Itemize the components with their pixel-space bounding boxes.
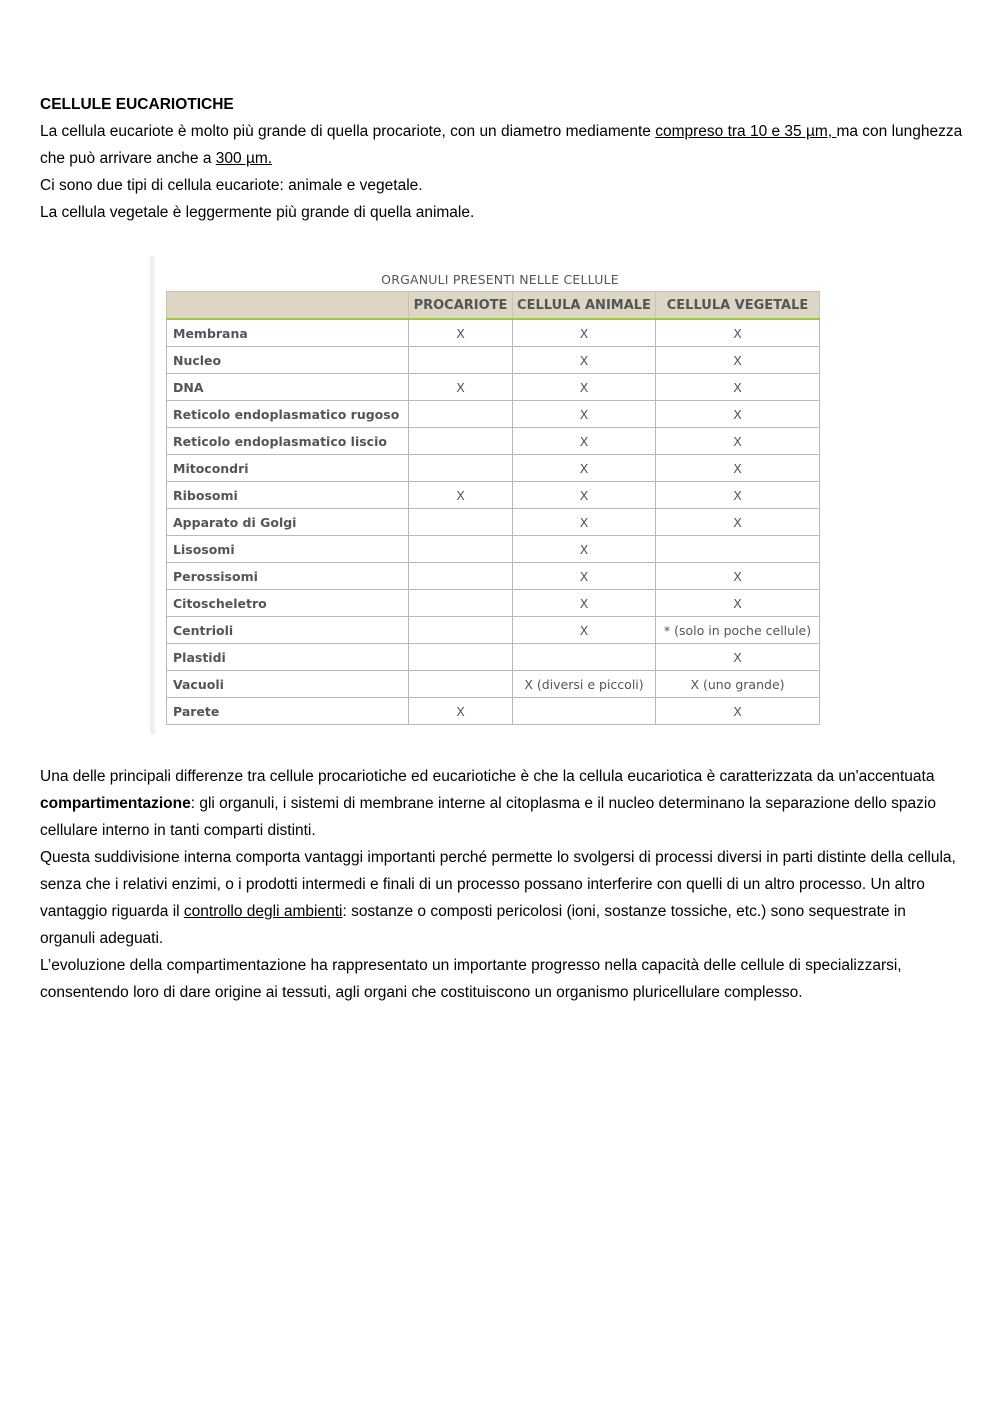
header-cell-procariote: PROCARIOTE — [409, 292, 513, 320]
presence-cell: * (solo in poche cellule) — [656, 617, 820, 644]
organelle-name-cell: Reticolo endoplasmatico liscio — [167, 428, 409, 455]
organelle-name-cell: Centrioli — [167, 617, 409, 644]
intro-line-size: La cellula vegetale è leggermente più grande di quella animale. — [40, 204, 475, 221]
table-header-row — [167, 292, 820, 320]
presence-cell — [409, 509, 513, 536]
presence-cell: X — [513, 319, 656, 347]
presence-cell: X — [409, 319, 513, 347]
intro-text-a: La cellula eucariote è molto più grande di quella procariote, con un diametro mediamente — [40, 123, 656, 140]
presence-cell: X — [513, 509, 656, 536]
intro-paragraph — [40, 118, 965, 172]
organelle-name-cell: Plastidi — [167, 644, 409, 671]
organelle-name-cell: Ribosomi — [167, 482, 409, 509]
intro-text-b: ma con lunghezza che può arrivare anche a — [40, 123, 963, 167]
presence-cell — [409, 671, 513, 698]
presence-cell: X — [409, 374, 513, 401]
table-row — [167, 644, 820, 671]
header-cell-organelle — [167, 292, 409, 320]
organelle-name-cell: Citoscheletro — [167, 590, 409, 617]
presence-cell: X (diversi e piccoli) — [513, 671, 656, 698]
presence-cell — [513, 698, 656, 725]
bold-term: compartimentazione — [40, 795, 191, 812]
paragraph-text: Questa suddivisione interna comporta vantaggi importanti perché permette lo svolgersi di processi diversi in parti distinte della cellula, senza che i relativi enzimi, o i prodotti intermedi e finali di un processo possano interferire con quelli di un altro processo. Un altro vantaggio riguarda il — [40, 849, 956, 920]
presence-cell: X — [656, 374, 820, 401]
presence-cell: X — [656, 428, 820, 455]
presence-cell — [409, 428, 513, 455]
presence-cell: X — [656, 644, 820, 671]
presence-cell — [513, 644, 656, 671]
paragraph-vantaggi — [40, 844, 965, 952]
table-row — [167, 509, 820, 536]
presence-cell — [409, 455, 513, 482]
table-row — [167, 590, 820, 617]
intro-section — [40, 94, 965, 226]
table-row — [167, 671, 820, 698]
table-body — [167, 319, 820, 725]
table-row — [167, 374, 820, 401]
presence-cell: X — [409, 698, 513, 725]
table-row — [167, 455, 820, 482]
organelle-name-cell: DNA — [167, 374, 409, 401]
organelle-name-cell: Parete — [167, 698, 409, 725]
presence-cell: X — [513, 401, 656, 428]
presence-cell: X — [656, 698, 820, 725]
organelle-name-cell: Vacuoli — [167, 671, 409, 698]
organelle-name-cell: Perossisomi — [167, 563, 409, 590]
table-row — [167, 536, 820, 563]
organelle-name-cell: Reticolo endoplasmatico rugoso — [167, 401, 409, 428]
presence-cell: X — [409, 482, 513, 509]
paragraph-evoluzione: L’evoluzione della compartimentazione ha rappresentato un importante progresso nella capacità delle cellule di specializzarsi, consentendo loro di dare origine ai tessuti, agli organi che costituiscono un organismo pluricellulare complesso. — [40, 957, 902, 1001]
table-row — [167, 401, 820, 428]
header-cell-vegetale: CELLULA VEGETALE — [656, 292, 820, 320]
presence-cell: X — [513, 590, 656, 617]
table-row — [167, 319, 820, 347]
underlined-term: controllo degli ambienti — [183, 903, 343, 920]
presence-cell: X — [656, 482, 820, 509]
presence-cell: X — [656, 590, 820, 617]
paragraph-compartimentazione — [40, 763, 965, 844]
header-cell-animale: CELLULA ANIMALE — [513, 292, 656, 320]
presence-cell — [656, 536, 820, 563]
presence-cell — [409, 590, 513, 617]
presence-cell: X — [513, 563, 656, 590]
table-row — [167, 617, 820, 644]
presence-cell: X — [513, 455, 656, 482]
presence-cell: X — [656, 509, 820, 536]
table-row — [167, 347, 820, 374]
organelle-table-figure — [150, 256, 840, 734]
presence-cell: X — [513, 617, 656, 644]
body-section — [40, 763, 965, 1006]
organelle-name-cell: Nucleo — [167, 347, 409, 374]
presence-cell: X — [513, 347, 656, 374]
intro-line-types: Ci sono due tipi di cellula eucariote: animale e vegetale. — [40, 177, 423, 194]
presence-cell: X — [656, 563, 820, 590]
presence-cell — [409, 347, 513, 374]
intro-underline-length: 300 µm. — [215, 150, 273, 167]
organelle-table — [166, 291, 820, 725]
presence-cell — [409, 536, 513, 563]
presence-cell: X — [513, 374, 656, 401]
organelle-name-cell: Mitocondri — [167, 455, 409, 482]
presence-cell: X — [656, 455, 820, 482]
presence-cell: X — [656, 347, 820, 374]
presence-cell — [409, 617, 513, 644]
presence-cell: X — [513, 482, 656, 509]
table-row — [167, 698, 820, 725]
table-row — [167, 482, 820, 509]
presence-cell: X — [513, 536, 656, 563]
intro-underline-range: compreso tra 10 e 35 µm, — [655, 123, 837, 140]
presence-cell — [409, 563, 513, 590]
presence-cell — [409, 401, 513, 428]
presence-cell: X — [656, 401, 820, 428]
paragraph-text: Una delle principali differenze tra cellule procariotiche ed eucariotiche è che la cellula eucariotica è caratterizzata da un'accentuata — [40, 768, 935, 785]
organelle-name-cell: Membrana — [167, 319, 409, 347]
organelle-name-cell: Apparato di Golgi — [167, 509, 409, 536]
figure-border — [150, 256, 155, 734]
paragraph-text: : sostanze o composti pericolosi (ioni, sostanze tossiche, etc.) sono sequestrate in organuli adeguati. — [40, 903, 906, 947]
presence-cell: X — [513, 428, 656, 455]
paragraph-text: : gli organuli, i sistemi di membrane interne al citoplasma e il nucleo determinano la separazione dello spazio cellulare interno in tanti comparti distinti. — [40, 795, 936, 839]
table-title: ORGANULI PRESENTI NELLE CELLULE — [381, 272, 619, 287]
organelle-name-cell: Lisosomi — [167, 536, 409, 563]
table-row — [167, 428, 820, 455]
presence-cell: X (uno grande) — [656, 671, 820, 698]
table-row — [167, 563, 820, 590]
presence-cell: X — [656, 319, 820, 347]
presence-cell — [409, 644, 513, 671]
page-title: CELLULE EUCARIOTICHE — [40, 96, 234, 113]
